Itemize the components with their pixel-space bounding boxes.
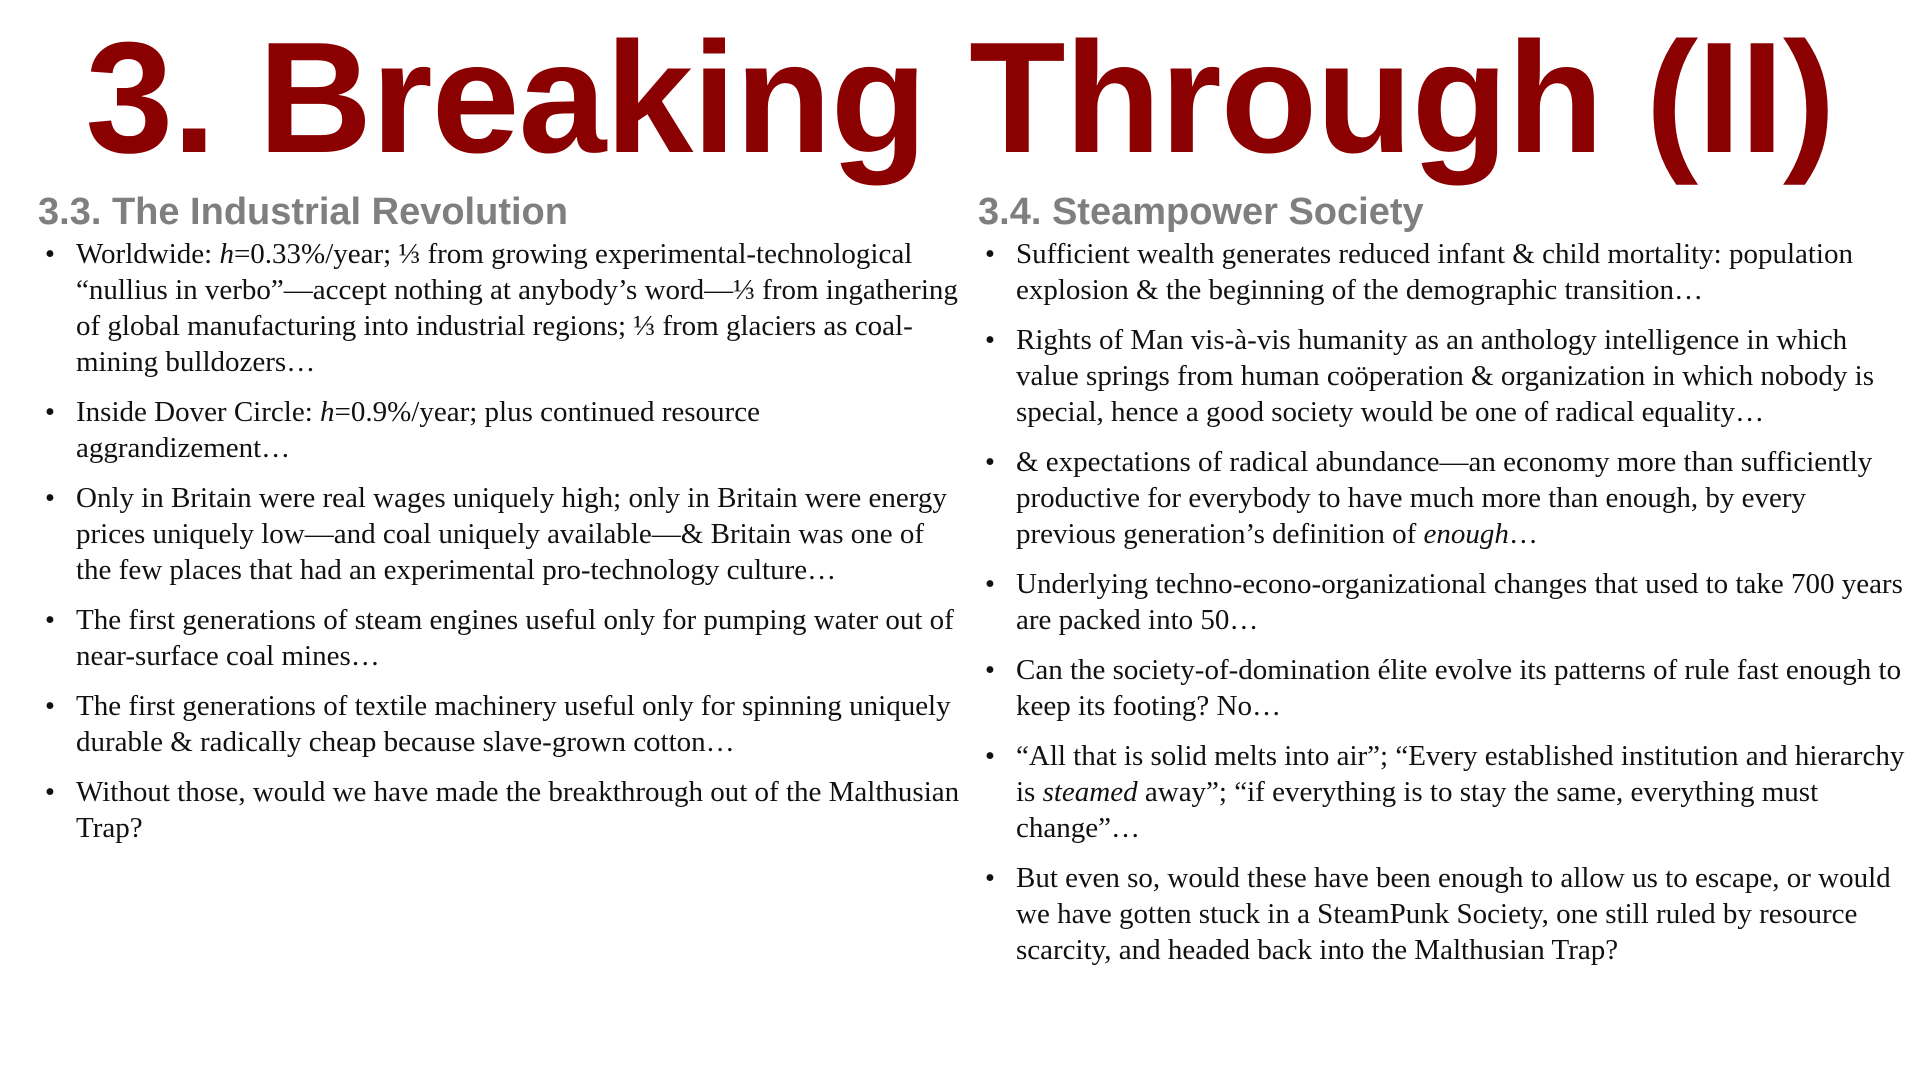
text-run: “All that is solid melts into air”; “Every established institution and hierarchy is <box>1016 740 1905 808</box>
list-item <box>38 394 963 466</box>
bullet-dot: • <box>984 446 996 478</box>
text-run: Worldwide: <box>76 238 220 270</box>
bullet-dot: • <box>984 568 996 600</box>
bullet-dot: • <box>44 482 56 514</box>
text-run: =0.9%/year; plus continued resource aggrandizement… <box>76 396 760 464</box>
bullet-dot: • <box>44 776 56 808</box>
list-item <box>978 652 1908 724</box>
list-item-text <box>1016 654 1901 722</box>
list-item-text <box>76 690 951 758</box>
text-run: Rights of Man vis-à-vis humanity as an anthology intelligence in which value springs from human coöperation & organization in which nobody is special, hence a good society would be one of radical equality… <box>1016 324 1875 428</box>
italic-text: steamed <box>1042 776 1138 808</box>
text-run: The first generations of steam engines useful only for pumping water out of near-surface coal mines… <box>76 604 954 672</box>
list-item <box>978 566 1908 638</box>
text-run: away”; “if everything is to stay the same, everything must change”… <box>1016 776 1819 844</box>
section-heading-industrial-revolution: 3.3. The Industrial Revolution <box>38 191 568 233</box>
list-item-text <box>1016 446 1872 550</box>
list-item <box>38 236 963 380</box>
list-item <box>38 480 963 588</box>
list-item-text <box>1016 862 1891 966</box>
list-item <box>978 444 1908 552</box>
text-run: The first generations of textile machinery useful only for spinning uniquely durable & radically cheap because slave-grown cotton… <box>76 690 951 758</box>
text-run: But even so, would these have been enough to allow us to escape, or would we have gotten stuck in a SteamPunk Society, one still ruled by resource scarcity, and headed back into the Malthusian Trap? <box>1016 862 1891 966</box>
list-item-text <box>76 604 954 672</box>
text-run: … <box>1508 518 1538 550</box>
list-item <box>978 738 1908 846</box>
italic-text: h <box>219 238 234 270</box>
text-run: & expectations of radical abundance—an economy more than sufficiently productive for everybody to have much more than enough, by every previous generation’s definition of <box>1016 446 1873 550</box>
bullet-dot: • <box>44 604 56 636</box>
list-item-text <box>1016 238 1853 306</box>
bullet-list <box>978 236 1908 968</box>
bullet-dot: • <box>44 396 56 428</box>
list-item-text <box>1016 324 1874 428</box>
text-run: =0.33%/year; ⅓ from growing experimental-technological “nullius in verbo”—accept nothing at anybody’s word—⅓ from ingathering of global manufacturing into industrial regions; ⅓ from glaciers as coal-mining bulldozers… <box>76 238 958 378</box>
list-item-text <box>1016 568 1903 636</box>
text-run: Sufficient wealth generates reduced infant & child mortality: population explosion & the beginning of the demographic transition… <box>1016 238 1853 306</box>
list-item-text <box>1016 740 1904 844</box>
list-item <box>978 860 1908 968</box>
list-item <box>38 774 963 846</box>
bullet-dot: • <box>984 740 996 772</box>
slide-title: 3. Breaking Through (II) <box>85 10 1835 186</box>
bullet-dot: • <box>44 238 56 270</box>
list-item <box>38 688 963 760</box>
italic-text: h <box>320 396 335 428</box>
bullet-dot: • <box>44 690 56 722</box>
list-item-text <box>76 238 958 378</box>
list-item <box>978 322 1908 430</box>
section-heading-steampower-society: 3.4. Steampower Society <box>978 191 1424 233</box>
text-run: Can the society-of-domination élite evolve its patterns of rule fast enough to keep its footing? No… <box>1016 654 1902 722</box>
bullet-dot: • <box>984 654 996 686</box>
bullet-dot: • <box>984 324 996 356</box>
text-run: Only in Britain were real wages uniquely high; only in Britain were energy prices uniquely low—and coal uniquely available—& Britain was one of the few places that had an experimental pro-technology culture… <box>76 482 947 586</box>
list-item-text <box>76 482 947 586</box>
list-item <box>978 236 1908 308</box>
left-column <box>38 190 963 860</box>
list-item <box>38 602 963 674</box>
text-run: Without those, would we have made the breakthrough out of the Malthusian Trap? <box>76 776 960 844</box>
right-column <box>978 190 1908 982</box>
bullet-dot: • <box>984 238 996 270</box>
text-run: Inside Dover Circle: <box>76 396 321 428</box>
list-item-text <box>76 396 760 464</box>
italic-text: enough <box>1423 518 1509 550</box>
text-run: Underlying techno-econo-organizational changes that used to take 700 years are packed into 50… <box>1016 568 1903 636</box>
bullet-list <box>38 236 963 846</box>
bullet-dot: • <box>984 862 996 894</box>
list-item-text <box>76 776 959 844</box>
